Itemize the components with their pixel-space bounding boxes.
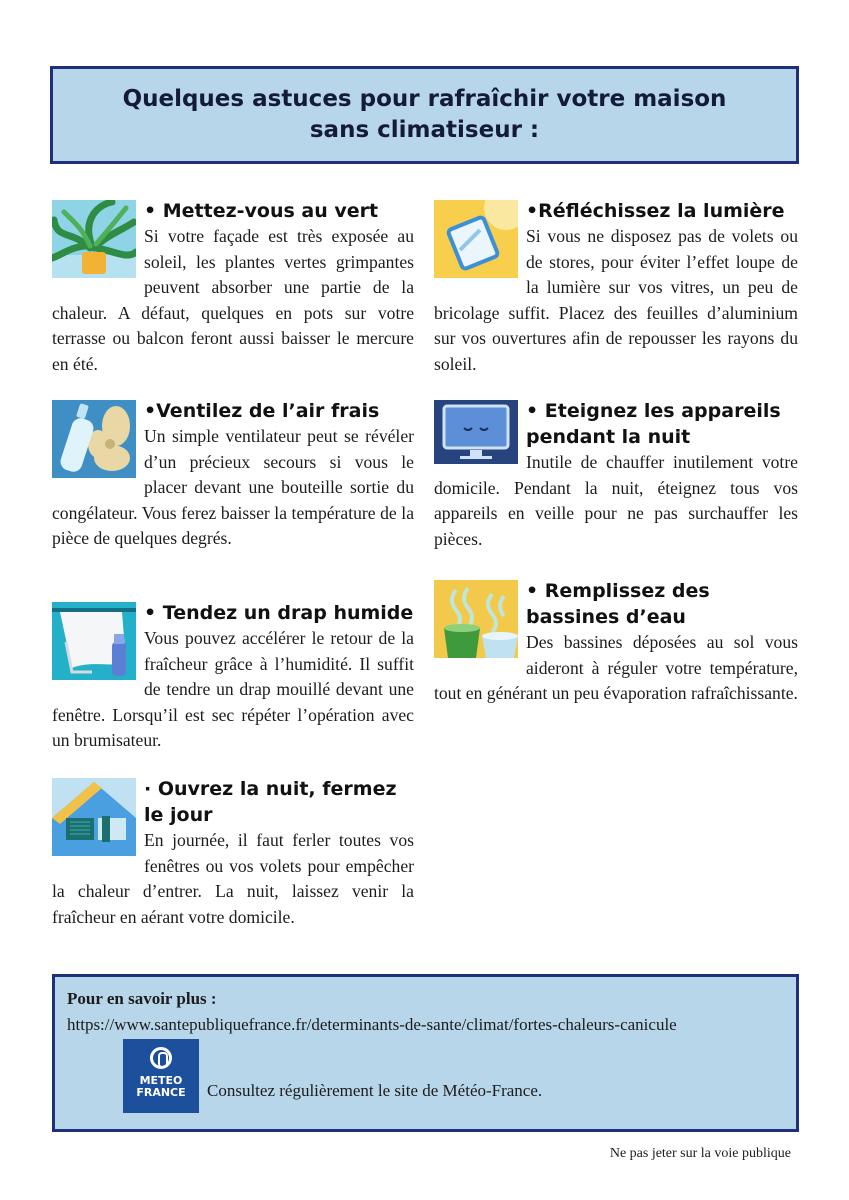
tip-heading: • Tendez un drap humide	[144, 602, 414, 624]
consult-text: Consultez régulièrement le site de Météo-France.	[207, 1081, 543, 1100]
wet-sheet-icon	[52, 602, 136, 680]
tip-open-night	[52, 776, 414, 930]
tip-water-basins	[434, 578, 798, 707]
tip-text: Un simple ventilateur peut se révéler d’un précieux secours si vous le placer devant une bouteille sortie du congélateur. Vous ferez baisser la température de la pièce de quelques degrés.	[52, 426, 414, 548]
tip-text: Inutile de chauffer inutilement votre domicile. Pendant la nuit, éteignez tous vos appareils en veille pour ne pas surchauffer les pièces.	[434, 452, 798, 549]
fan-bottle-icon	[52, 400, 136, 478]
info-label: Pour en savoir plus :	[67, 989, 217, 1008]
house-window-icon	[52, 778, 136, 856]
tip-ventilate	[52, 398, 414, 552]
logo-text-line2: FRANCE	[136, 1086, 186, 1099]
info-link[interactable]: https://www.santepubliquefrance.fr/determinants-de-sante/climat/fortes-chaleurs-canicule	[67, 1015, 677, 1034]
title-box	[50, 66, 799, 164]
tip-text: Vous pouvez accélérer le retour de la fraîcheur grâce à l’humidité. Il suffit de tendre un drap mouillé devant une fenêtre. Lorsqu’il est sec répéter l’opération avec un brumisateur.	[52, 628, 414, 750]
tip-turn-off	[434, 398, 798, 552]
tv-sleep-icon	[434, 400, 518, 464]
tip-text: Si votre façade est très exposée au soleil, les plantes vertes grimpantes peuvent absorber une partie de la chaleur. A défaut, quelques en pots sur votre terrasse ou balcon feront aussi baisser le mercure en été.	[52, 226, 414, 374]
plant-icon	[52, 200, 136, 278]
tip-heading: •Ventilez de l’air frais	[144, 400, 380, 422]
tip-heading: · Ouvrez la nuit, fermez le jour	[144, 778, 397, 826]
tip-heading: • Eteignez les appareils pendant la nuit	[526, 400, 781, 448]
tip-text: Si vous ne disposez pas de volets ou de stores, pour éviter l’effet loupe de la lumière sur vos vitres, un peu de bricolage suffit. Placez des feuilles d’aluminium sur vos ouvertures afin de repousser les rayons du soleil.	[434, 226, 798, 374]
tip-heading: • Mettez-vous au vert	[144, 200, 379, 222]
tip-heading: • Remplissez des bassines d’eau	[526, 580, 710, 628]
meteo-logo-icon	[150, 1047, 172, 1069]
meteo-france-logo	[123, 1039, 199, 1113]
sun-reflect-icon	[434, 200, 518, 278]
tip-heading: •Réfléchissez la lumière	[526, 200, 785, 222]
tip-wet-sheet	[52, 600, 414, 754]
tip-plants	[52, 198, 414, 377]
logo-text-line1: METEO	[139, 1074, 183, 1087]
tip-reflect	[434, 198, 798, 377]
page-title: Quelques astuces pour rafraîchir votre maison sans climatiseur :	[122, 86, 727, 143]
water-basin-icon	[434, 580, 518, 658]
tip-text: En journée, il faut ferler toutes vos fenêtres ou vos volets pour empêcher la chaleur d’entrer. La nuit, laissez venir la fraîcheur en aérant votre domicile.	[52, 830, 414, 927]
footer-note: Ne pas jeter sur la voie publique	[609, 1146, 791, 1161]
tip-text: Des bassines déposées au sol vous aideront à réguler votre température, tout en générant un peu évaporation rafraîchissante.	[434, 632, 798, 703]
info-box	[52, 974, 799, 1132]
